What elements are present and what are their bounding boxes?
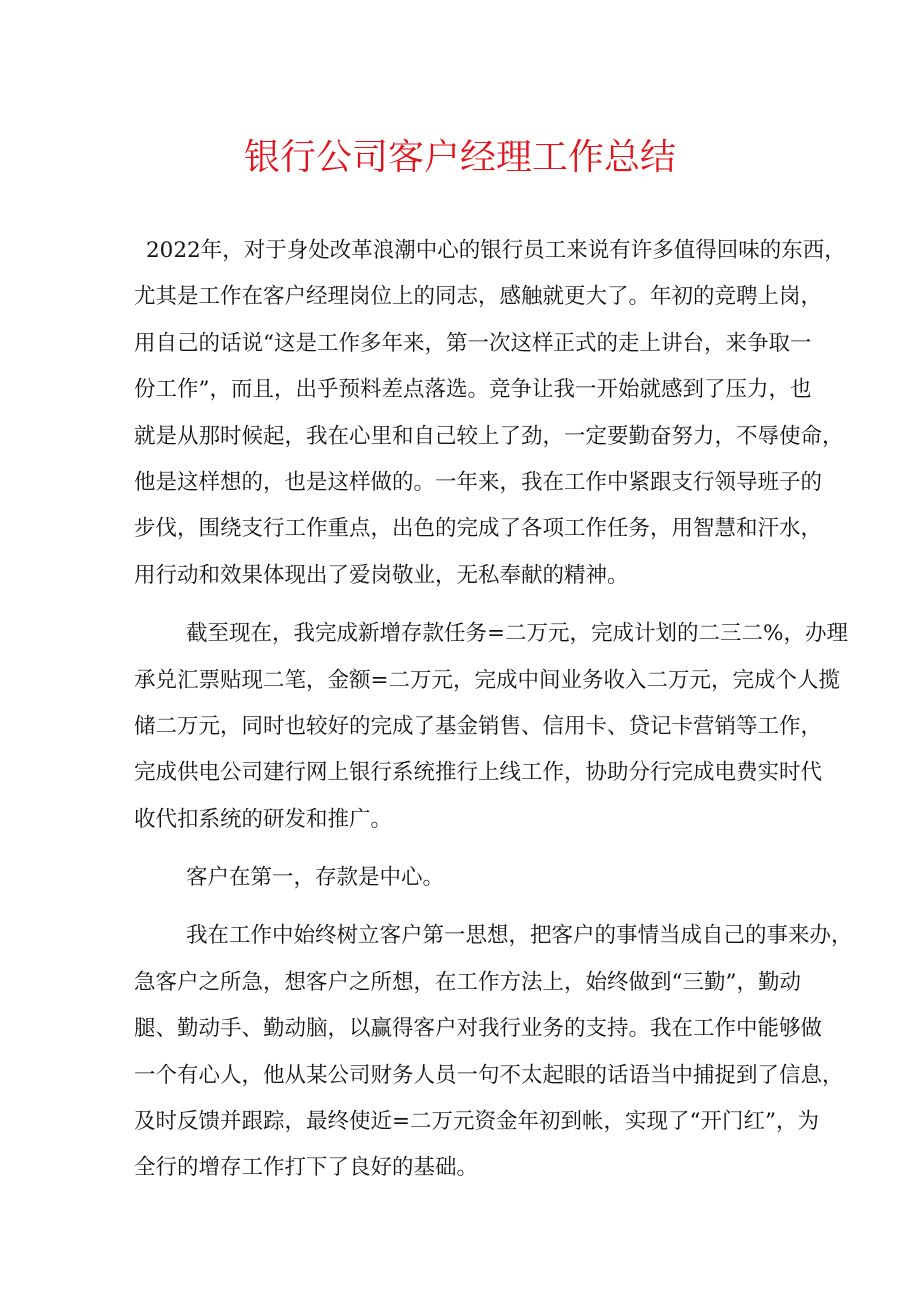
text-line: 用行动和效果体现出了爱岗敬业，无私奉献的精神。: [134, 562, 629, 588]
text-line: 一个有心人，他从某公司财务人员一句不太起眼的话语当中捕捉到了信息，: [134, 1062, 844, 1088]
text-line: 份工作”，而且，出乎预料差点落选。竞争让我一开始就感到了压力，也: [134, 377, 812, 403]
text-line: 急客户之所急，想客户之所想，在工作方法上，始终做到“三勤”，勤动: [134, 969, 801, 995]
text-line: 用自己的话说“这是工作多年来，第一次这样正式的走上讲台，来争取一: [134, 330, 812, 356]
text-line: 全行的增存工作打下了良好的基础。: [134, 1155, 479, 1181]
paragraph-2: [134, 611, 848, 843]
text-line: 客户在第一，存款是中心。: [186, 865, 445, 891]
text-line: 就是从那时候起，我在心里和自己较上了劲，一定要勤奋努力，不辱使命，: [134, 423, 844, 449]
text-line: 他是这样想的，也是这样做的。一年来，我在工作中紧跟支行领导班子的: [134, 469, 823, 495]
paragraph-3: [134, 855, 794, 901]
document-body: [134, 228, 853, 1192]
text-line: 完成供电公司建行网上银行系统推行上线工作，协助分行完成电费实时代: [134, 760, 823, 786]
text-line: 步伐，围绕支行工作重点，出色的完成了各项工作任务，用智慧和汗水，: [134, 516, 823, 542]
text-line: 储二万元，同时也较好的完成了基金销售、信用卡、贷记卡营销等工作，: [134, 713, 823, 739]
text-line: 2022年，对于身处改革浪潮中心的银行员工来说有许多值得回味的东西，: [146, 238, 846, 263]
paragraph-4: [134, 913, 853, 1191]
paragraph-gap: [134, 901, 794, 913]
text-line: 尤其是工作在客户经理岗位上的同志，感触就更大了。年初的竞聘上岗，: [134, 284, 823, 310]
text-line: 及时反馈并跟踪，最终使近=二万元资金年初到帐，实现了“开门红”，为: [134, 1109, 820, 1135]
paragraph-1: [134, 228, 846, 599]
text-line: 承兑汇票贴现二笔，金额=二万元，完成中间业务收入二万元，完成个人揽: [134, 667, 841, 693]
document-title: 银行公司客户经理工作总结: [243, 137, 676, 178]
paragraph-gap: [134, 599, 794, 611]
text-line: 腿、勤动手、勤动脑，以赢得客户对我行业务的支持。我在工作中能够做: [134, 1016, 823, 1042]
text-line: 截至现在，我完成新增存款任务=二万元，完成计划的二三二%，办理: [186, 621, 848, 647]
text-line: 我在工作中始终树立客户第一思想，把客户的事情当成自己的事来办，: [186, 923, 853, 949]
paragraph-gap: [134, 843, 794, 855]
text-line: 收代扣系统的研发和推广。: [134, 806, 393, 832]
